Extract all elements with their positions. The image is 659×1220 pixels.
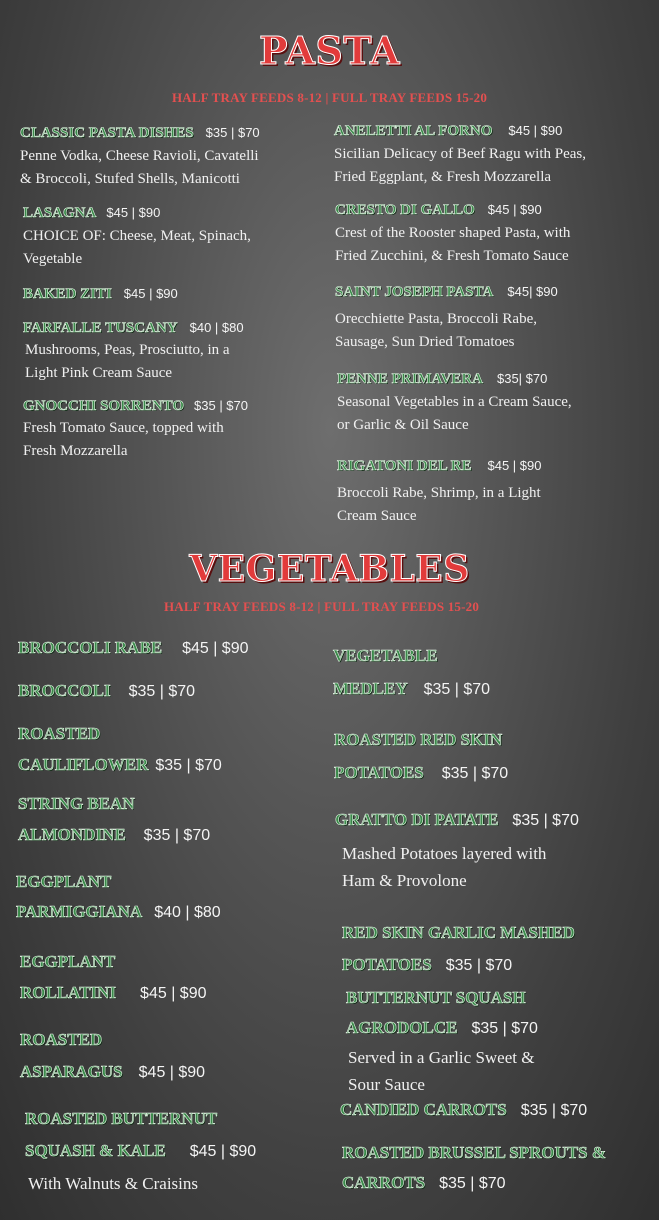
item-name: CRESTO DI GALLO [335,202,475,218]
item-name: PENNE PRIMAVERA [337,371,483,387]
item-price: $35 | $70 [143,827,211,844]
item-desc: Penne Vodka, Cheese Ravioli, Cavatelli [20,148,259,164]
item-name-line1: ROASTED BRUSSEL SPROUTS & [342,1143,607,1162]
item-name-line2: AGRODOLCE [346,1018,458,1037]
menu-item [346,983,538,1098]
menu-item [342,1138,606,1199]
menu-item [18,681,195,701]
item-name-line2: POTATOES [342,955,432,974]
menu-item [23,319,244,385]
item-desc: Mashed Potatoes layered with [342,844,547,863]
item-price: $35 | $70 [441,765,509,782]
item-name-line1: EGGPLANT [20,952,116,971]
item-name: CANDIED CARROTS [340,1100,507,1119]
item-name-line2: ASPARAGUS [20,1062,123,1081]
item-name: SAINT JOSEPH PASTA [335,284,494,300]
item-name-line2: CARROTS [342,1173,426,1192]
item-price: $45 | $90 [182,640,249,657]
menu-item [20,946,206,1009]
item-desc: Fresh Tomato Sauce, topped with [23,420,224,436]
item-name-line2: ROLLATINI [20,983,117,1002]
pasta-title: PASTA [259,28,400,73]
pasta-subtitle: HALF TRAY FEEDS 8-12 | FULL TRAY FEEDS 15-20 [171,90,488,105]
item-name-line1: EGGPLANT [16,872,112,891]
item-desc: Fresh Mozzarella [23,443,128,459]
menu-item [18,788,210,851]
item-price: $35 | $70 [512,812,579,829]
item-name: GNOCCHI SORRENTO [23,398,185,414]
item-name: ANELETTI AL FORNO [334,123,493,139]
item-desc: Seasonal Vegetables in a Cream Sauce, [337,394,572,410]
item-desc: Orecchiette Pasta, Broccoli Rabe, [335,311,538,327]
item-price: $45 | $90 [508,123,563,138]
menu-item [20,124,260,191]
item-name-line2: SQUASH & KALE [25,1141,166,1160]
item-desc: Fried Eggplant, & Fresh Mozzarella [334,169,552,185]
item-desc: Ham & Provolone [342,871,467,890]
item-name-line1: ROASTED RED SKIN [334,730,503,749]
item-name: BAKED ZITI [23,286,112,302]
item-price: $35 | $70 [205,125,260,140]
menu-item [334,723,508,790]
vegetables-subtitle: HALF TRAY FEEDS 8-12 | FULL TRAY FEEDS 15-20 [163,599,480,614]
item-name-line1: ROASTED BUTTERNUT [25,1109,218,1128]
menu-item [337,370,572,437]
item-desc: Fried Zucchini, & Fresh Tomato Sauce [335,248,569,264]
item-price: $45 | $90 [140,985,207,1002]
menu-item [340,1100,587,1120]
item-name: BROCCOLI [18,681,111,700]
item-desc: Vegetable [23,251,83,267]
menu-item [16,867,221,928]
item-price: $40 | $80 [154,904,221,921]
item-price: $35| $70 [496,371,548,386]
menu-item [23,397,248,463]
item-desc: CHOICE OF: Cheese, Meat, Spinach, [23,228,251,244]
menu-item [25,1103,256,1197]
menu-item [18,638,249,658]
item-desc: Crest of the Rooster shaped Pasta, with [335,225,571,241]
item-price: $35 | $70 [155,757,222,774]
menu-item [342,917,575,982]
item-price: $45 | $90 [123,286,178,301]
item-price: $35 | $70 [194,398,248,413]
item-desc: Sicilian Delicacy of Beef Ragu with Peas, [334,146,587,162]
item-desc: Sausage, Sun Dried Tomatoes [335,334,515,350]
item-name: BROCCOLI RABE [18,638,163,657]
item-desc: Sour Sauce [348,1075,425,1094]
menu-item [334,122,586,189]
item-name-line1: VEGETABLE [333,646,438,665]
item-name-line1: BUTTERNUT SQUASH [346,988,526,1007]
item-name-line2: CAULIFLOWER [18,755,149,774]
item-desc: Cream Sauce [337,508,417,524]
item-name-line1: ROASTED [20,1030,103,1049]
item-price: $35 | $70 [439,1175,506,1192]
item-desc: Mushrooms, Peas, Prosciutto, in a [25,342,230,358]
vegetables-title: VEGETABLES [189,548,470,590]
item-price: $35 | $70 [128,683,196,700]
item-desc: & Broccoli, Stufed Shells, Manicotti [20,171,240,187]
item-name: FARFALLE TUSCANY [23,320,178,336]
item-name-line1: STRING BEAN [18,794,135,813]
menu-item [18,718,222,781]
item-name-line2: PARMIGGIANA [16,902,143,921]
item-price: $45 | $90 [106,205,161,220]
item-name-line2: POTATOES [334,763,424,782]
item-name-line1: RED SKIN GARLIC MASHED [342,923,575,942]
menu-item [333,639,490,706]
item-name: RIGATONI DEL RE [337,458,472,474]
menu-item [337,457,541,528]
item-price: $35 | $70 [520,1102,588,1119]
item-name-line2: MEDLEY [333,679,408,698]
item-desc: Light Pink Cream Sauce [25,365,173,381]
item-price: $45 | $90 [487,458,542,473]
item-price: $40 | $80 [189,320,244,335]
menu-item [23,204,251,271]
item-name-line2: ALMONDINE [18,825,126,844]
menu-item [20,1024,205,1089]
item-desc: or Garlic & Oil Sauce [337,417,469,433]
item-desc: Served in a Garlic Sweet & [348,1048,535,1067]
item-name: CLASSIC PASTA DISHES [20,125,194,141]
menu-item [335,283,558,354]
item-desc: With Walnuts & Craisins [28,1174,198,1193]
item-name: LASAGNA [23,205,97,221]
item-price: $45 | $90 [487,202,542,217]
item-price: $35 | $70 [423,681,491,698]
menu-item [335,201,570,268]
menu-item [23,285,178,303]
item-name: GRATTO DI PATATE [335,810,499,829]
menu-item [335,810,579,894]
item-price: $35 | $70 [445,957,513,974]
item-name-line1: ROASTED [18,724,101,743]
item-price: $35 | $70 [471,1020,538,1037]
item-desc: Broccoli Rabe, Shrimp, in a Light [337,485,541,501]
item-price: $45 | $90 [138,1064,206,1081]
item-price: $45| $90 [507,284,558,299]
item-price: $45 | $90 [189,1143,257,1160]
